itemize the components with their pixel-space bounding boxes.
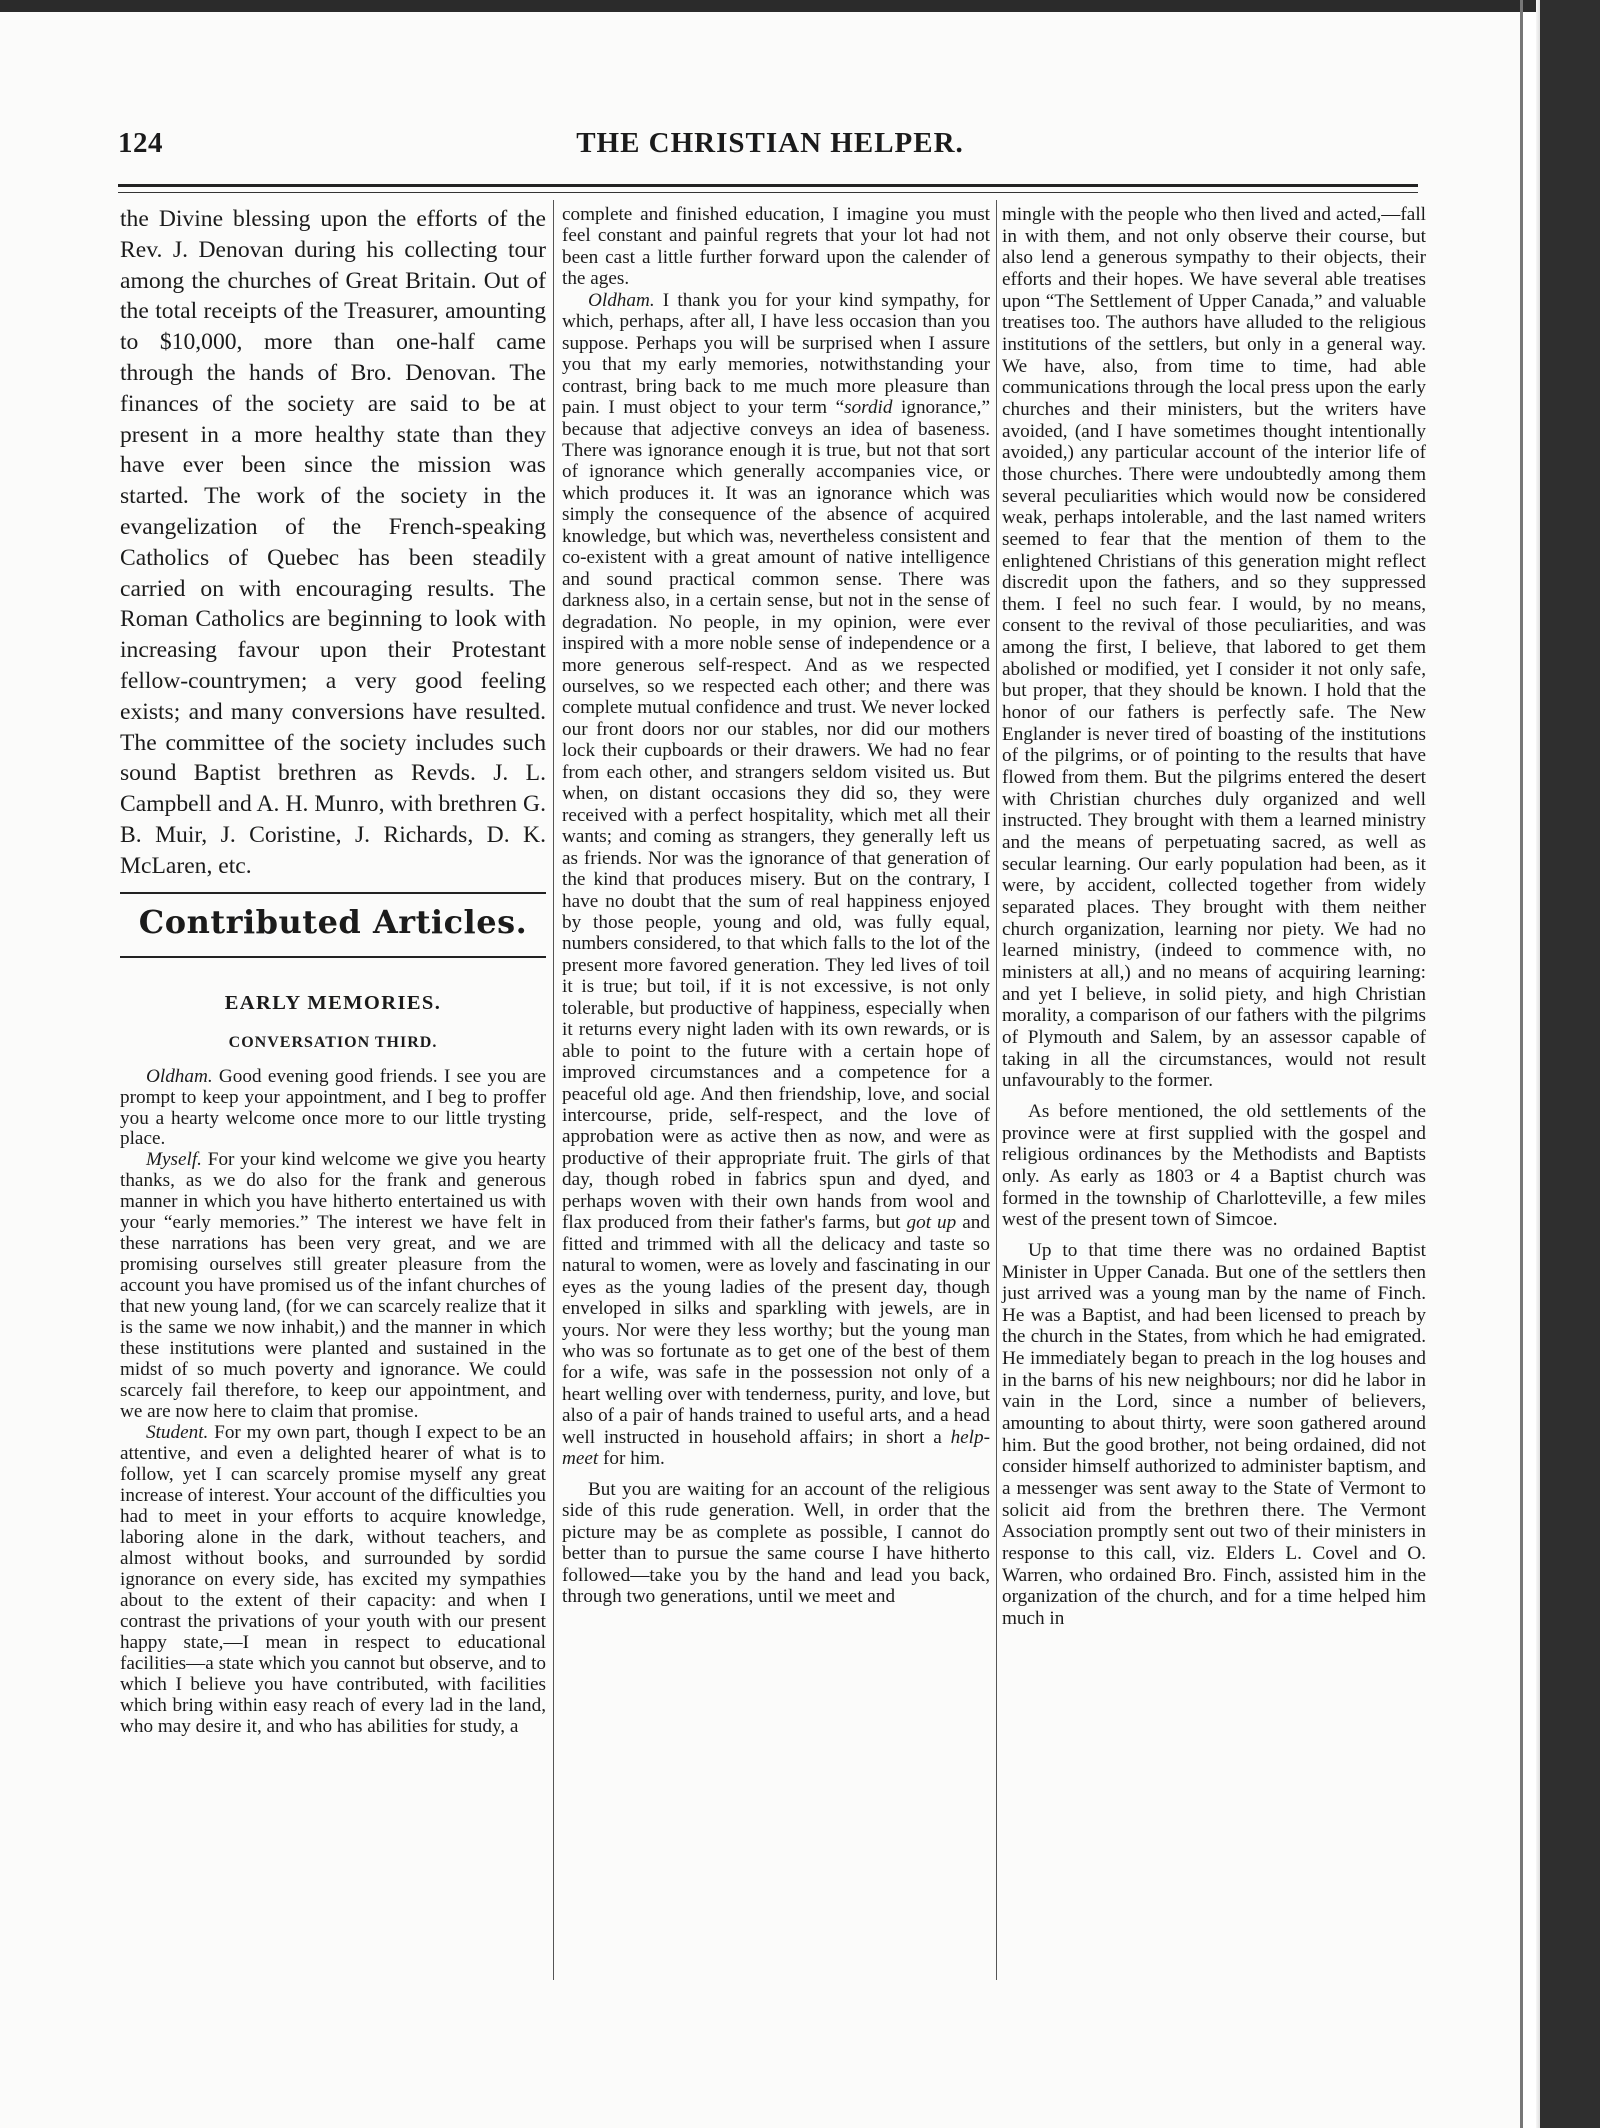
paragraph: mingle with the people who then lived and acted,—fall in with them, and not only observe their course, but also lend a generous sympathy to their objects, their efforts and their hopes. We have several able treatises upon “The Settlement of Upper Canada,” and valuable treatises too. The authors have alluded to the religious institutions of the settlers, but only in a general way. We have, also, from time to time, had able communications through the local press upon the early churches and their ministers, but the writers have avoided, (and I have sometimes thought intentionally avoided,) any particular account of the interior life of those churches. There were undoubtedly among them several peculiarities which would now be considered weak, perhaps intolerable, and the last named writers seemed to fear that the mention of them to the enlightened Christians of this generation might reflect discredit upon the fathers, and so they suppressed them. I feel no such fear. I would, by no means, consent to the revival of those peculiarities, and was among the first, I believe, that labored to get them abolished or modified, yet I consider it not only safe, but proper, that they should be known. I hold that the honor of our fathers is perfectly safe. The New Englander is never tired of boasting of the institutions of the pilgrims, or of pointing to the results that have flowed from them. But the pilgrims entered the desert with Christian churches duly organized and well instructed. They brought with them a learned ministry and the means of perpetuating sacred, as well as secular learning. Our early population had been, as it were, by accident, collected together from widely separated places. They brought with them neither church organization, learning nor piety. We had no learned ministry, (indeed to commence with, no ministers at all,) and no means of acquiring learning: and yet I believe, in solid piety, and high Christian morality, a comparison of our fathers with the pilgrims of Plymouth and Salem, by an assessor capable of taking in all the circumstances, would not result unfavourably to the former. xyxy=(1002,204,1426,1092)
speech-text: I thank you for your kind sympathy, for which, perhaps, after all, I have less occasion than you suppose. Perhaps you will be surprised when I assure you that my early memories, notwithstanding your contrast, bring back to me much more pleasure than pain. I must object to your term “ xyxy=(562,289,990,419)
column-3 xyxy=(1002,204,1426,1630)
paragraph: the Divine blessing upon the efforts of the Rev. J. Denovan during his collecting tour among the churches of Great Britain. Out of the total receipts of the Treasurer, amounting to $10,000, more than one-half came through the hands of Bro. Denovan. The finances of the society are said to be at present in a more healthy state than they have ever been since the mission was started. The work of the society in the evangelization of the French-speaking Catholics of Quebec has been steadily carried on with encouraging results. The Roman Catholics are beginning to look with increasing favour upon their Protestant fellow-countrymen; a very good feeling exists; and many conversions have resulted. The committee of the society includes such sound Baptist brethren as Revds. J. L. Campbell and A. H. Munro, with brethren G. B. Muir, J. Coristine, J. Richards, D. K. McLaren, etc. xyxy=(120,206,546,879)
page-number: 124 xyxy=(118,127,163,159)
header-rule xyxy=(118,184,1418,187)
running-head: THE CHRISTIAN HELPER. xyxy=(576,127,964,159)
speech-text: for him. xyxy=(598,1448,665,1470)
scan-border-top xyxy=(0,0,1600,12)
speech-text: and fitted and trimmed with all the delicacy and taste so natural to women, were as lovely and fascinating in our eyes as the young ladies of the present day, though enveloped in silks and sparkling with jewels, are in yours. Nor were they less worthy; but the young man who was so fortunate as to get one of the best of them for a wife, was safe in the possession not only of a heart welling over with tenderness, purity, and love, but also of a pair of hands trained to useful arts, and a head well instructed in household affairs; in short a xyxy=(562,1212,990,1448)
paragraph xyxy=(120,1149,546,1422)
header-rule-thin xyxy=(118,192,1418,193)
speaker-name: Oldham. xyxy=(588,289,655,311)
speaker-name: Oldham. xyxy=(146,1065,213,1087)
speech-text: ignorance,” because that adjective conveys an idea of baseness. There was ignorance enough it is true, but not that sort of ignorance which generally accompanies vice, or which produces it. It was an ignorance which was simply the consequence of the absence of acquired knowledge, but which was, nevertheless consistent and co-existent with a great amount of native intelligence and sound practical common sense. There was darkness also, in a certain sense, but not in the sense of degradation. No people, in my opinion, were ever inspired with a more noble sense of independence or a more generous self-respect. And as we respected ourselves, so we respected each other; and there was complete mutual confidence and trust. We never locked our front doors nor our stables, nor did our mothers lock their cupboards or their drawers. We had no fear from each other, and strangers seldom visited us. But when, on distant occasions they did so, they were received with a perfect hospitality, which met all their wants; and coming as strangers, they generally left us as friends. Nor was the ignorance of that generation of the kind that produces misery. But on the contrary, I have no doubt that the sum of real happiness enjoyed by those people, young and old, was fully equal, numbers considered, to that which falls to the lot of the present more favored generation. They led lives of toil it is true; but toil, if it is not excessive, is not only tolerable, but productive of happiness, especially when it returns every night laden with its own rewards, or is able to point to the future with a certain hope of improved circumstances and a competence for a peaceful old age. And then friendship, love, and social intercourse, pride, self-respect, and the love of approbation were as active then as now, and were as productive of their appropriate fruit. The girls of that day, though robed in fabrics spun and dyed, and perhaps woven with their own hands from wool and flax produced from their father's farms, but xyxy=(562,397,990,1234)
speaker-name: Student. xyxy=(146,1422,209,1444)
article-subtitle: CONVERSATION THIRD. xyxy=(228,1033,438,1051)
paragraph: complete and finished education, I imagine you must feel constant and painful regrets that your lot had not been cast a little further forward upon the calender of the ages. xyxy=(562,204,990,290)
scan-gutter-line xyxy=(1520,0,1523,2128)
section-rule xyxy=(120,892,546,894)
article-title: EARLY MEMORIES. xyxy=(224,991,442,1014)
paragraph: But you are waiting for an account of the religious side of this rude generation. Well, in order that the picture may be as complete as possible, I cannot do better than to pursue the same course I have hitherto followed—take you by the hand and lead you back, through two generations, until we meet and xyxy=(562,1478,990,1607)
column-divider xyxy=(553,200,554,1980)
column-divider xyxy=(996,200,997,1980)
emphasis: sordid xyxy=(844,397,893,419)
paragraph: Up to that time there was no ordained Baptist Minister in Upper Canada. But one of the settlers then just arrived was a young man by the name of Finch. He was a Baptist, and had been licensed to preach by the church in the States, from which he had emigrated. He immediately began to preach in the log houses and in the barns of his new neighbours; nor did he labor in vain in the Lord, since a number of believers, amounting to about thirty, were soon gathered around him. But the good brother, not being ordained, did not consider himself authorized to administer baptism, and a messenger was sent away to the State of Vermont to solicit aid from the brethren there. The Vermont Association promptly sent out two of their ministers in response to this call, viz. Elders L. Covel and O. Warren, who ordained Bro. Finch, assisted him in the organization of the church, and for a time helped him much in xyxy=(1002,1239,1426,1629)
speech-text: Good evening good friends. I see you are prompt to keep your appointment, and I beg to proffer you a hearty welcome once more to our little trysting place. xyxy=(120,1065,546,1150)
section-rule xyxy=(120,956,546,958)
paragraph xyxy=(562,290,990,1470)
column-2 xyxy=(562,204,990,1607)
paragraph xyxy=(120,1422,546,1737)
column-1 xyxy=(120,204,546,1737)
paragraph: As before mentioned, the old settlements of the province were at first supplied with the gospel and religious ordinances by the Methodists and Baptists only. As early as 1803 or 4 a Baptist church was formed in the township of Charlotteville, a few miles west of the present town of Simcoe. xyxy=(1002,1100,1426,1231)
paragraph xyxy=(120,1066,546,1150)
emphasis: got up xyxy=(906,1212,957,1234)
emphasis: help-meet xyxy=(562,1426,990,1470)
speech-text: For your kind welcome we give you hearty thanks, as we do also for the frank and generous manner in which you have hitherto entertained us with your “early memories.” The interest we have felt in these narrations has been very great, and we are promising ourselves still greater pleasure from the account you have promised us of the infant churches of that new young land, (for we can scarcely realize that it is the same we now inhabit,) and the manner in which these institutions were planted and sustained in the midst of so much poverty and ignorance. We could scarcely fail therefore, to keep our appointment, and we are now here to claim that promise. xyxy=(120,1149,546,1423)
speaker-name: Myself. xyxy=(146,1149,202,1171)
scan-border-right xyxy=(1540,0,1600,2128)
section-heading: Contributed Articles. xyxy=(138,902,528,941)
speech-text: For my own part, though I expect to be an attentive, and even a delighted hearer of what is to follow, yet I can scarcely promise myself any great increase of interest. Your account of the difficulties you had to meet in your efforts to acquire knowledge, laboring alone in the dark, without teachers, and almost without books, and surrounded by sordid ignorance on every side, has excited my sympathies about to the extent of their capacity: and when I contrast the privations of your youth with our present happy state,—I mean in respect to educational facilities—a state which you cannot but observe, and to which I believe you have contributed, with facilities which bring within easy reach of every lad in the land, who may desire it, and who has abilities for study, a xyxy=(120,1422,546,1738)
